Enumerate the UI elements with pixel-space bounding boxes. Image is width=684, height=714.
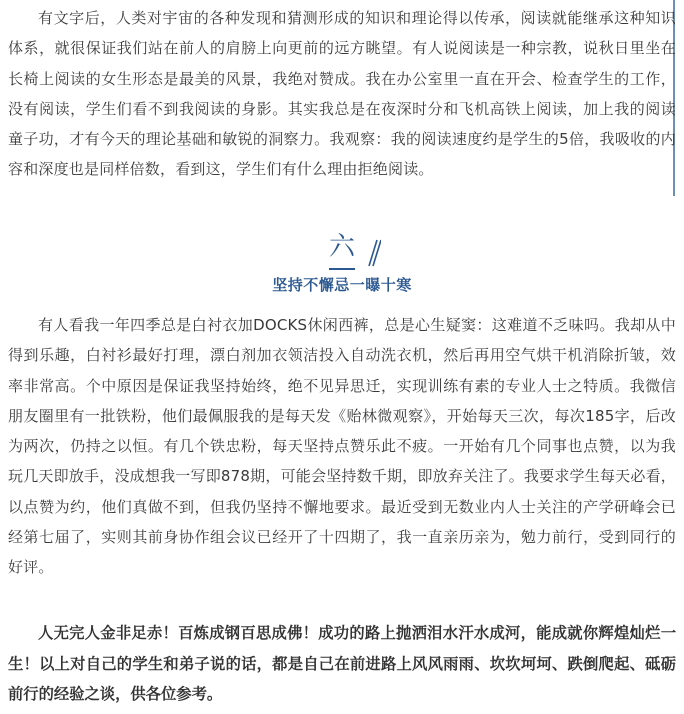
- section-number: 六: [329, 228, 355, 270]
- intro-paragraph: 有文字后，人类对宇宙的各种发现和猜测形成的知识和理论得以传承，阅读就能继承这种知识体系，就很保证我们站在前人的肩膀上向更前的远方眺望。有人说阅读是一种宗教，说秋日里坐在长椅上阅读的女生形态是最美的风景，我绝对赞成。我在办公室里一直在开会、检查学生的工作，没有阅读，学生们看不到我阅读的身影。其实我总是在夜深时分和飞机高铁上阅读，加上我的阅读童子功，才有今天的理论基础和敏锐的洞察力。我观察：我的阅读速度约是学生的5倍，我吸收的内容和深度也是同样倍数，看到这，学生们有什么理由拒绝阅读。: [8, 9, 676, 179]
- section-heading: [0, 228, 684, 308]
- body-paragraph: 有人看我一年四季总是白衬衣加DOCKS休闲西裤，总是心生疑窦：这难道不乏味吗。我却从中得到乐趣，白衬衫最好打理，漂白剂加衣领洁投入自动洗衣机，然后再用空气烘干机消除折皱，效率非常高。个中原因是保证我坚持始终，绝不见异思迁，实现训练有素的专业人士之特质。我微信朋友圈里有一批铁粉，他们最佩服我的是每天发《贻林微观察》，开始每天三次，每次185字，后改为两次，仍持之以恒。有几个铁忠粉，每天坚持点赞乐此不疲。一开始有几个同事也点赞，以为我玩几天即放手，没成想我一写即878期，可能会坚持数千期，即放弃关注了。我要求学生每天必看，以点赞为约，他们真做不到，但我仍坚持不懈地要求。最近受到无数业内人士关注的产学研峰会已经第七届了，实则其前身协作组会议已经开了十四期了，我一直亲历亲为，勉力前行，受到同行的好评。: [8, 316, 676, 577]
- section-number-block: [329, 228, 355, 270]
- double-slash-icon: [363, 238, 381, 268]
- section-title: 坚持不懈忌一曝十寒: [272, 276, 412, 294]
- closing-paragraph: 人无完人金非足赤！百炼成钢百思成佛！成功的路上抛洒泪水汗水成河，能成就你辉煌灿烂一生！以上对自己的学生和弟子说的话，都是自己在前进路上风风雨雨、坎坎坷坷、跌倒爬起、砥砺前行的经验之谈，供各位参考。: [8, 624, 676, 704]
